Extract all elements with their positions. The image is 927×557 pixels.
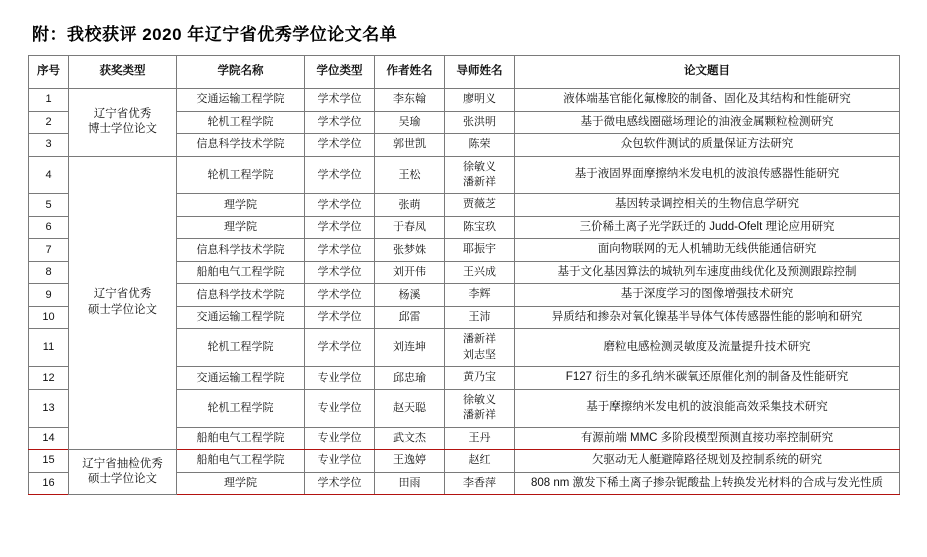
cell-degree-type: 学术学位	[305, 329, 375, 367]
cell-author: 于春凤	[375, 216, 445, 239]
cell-thesis-title: 基于文化基因算法的城轨列车速度曲线优化及预测跟踪控制	[515, 261, 900, 284]
cell-award-type: 辽宁省优秀 博士学位论文	[69, 89, 177, 157]
cell-author: 邱忠瑜	[375, 367, 445, 390]
advisor-name: 陈宝玖	[463, 220, 496, 233]
table-body	[29, 89, 900, 495]
cell-degree-type: 学术学位	[305, 306, 375, 329]
cell-author: 邱雷	[375, 306, 445, 329]
cell-college: 船舶电气工程学院	[177, 261, 305, 284]
advisor-name: 黄乃宝	[463, 371, 496, 384]
cell-thesis-title: 异质结和掺杂对氧化镍基半导体气体传感器性能的影响和研究	[515, 306, 900, 329]
advisor-name: 潘新祥	[463, 409, 496, 422]
advisor-name: 潘新祥	[463, 175, 496, 188]
cell-advisor	[445, 284, 515, 307]
cell-author: 张梦姝	[375, 239, 445, 262]
cell-advisor	[445, 216, 515, 239]
advisor-name: 刘志坚	[463, 348, 496, 361]
advisor-name: 陈荣	[468, 138, 491, 151]
cell-advisor	[445, 306, 515, 329]
cell-author: 王逸婷	[375, 450, 445, 473]
column-header-advisor: 导师姓名	[445, 56, 515, 89]
cell-advisor	[445, 472, 515, 495]
cell-author: 吴瑜	[375, 111, 445, 134]
column-header-thesis-title: 论文题目	[515, 56, 900, 89]
cell-author: 武文杰	[375, 427, 445, 450]
cell-advisor	[445, 427, 515, 450]
cell-college: 信息科学技术学院	[177, 134, 305, 157]
cell-degree-type: 学术学位	[305, 472, 375, 495]
cell-college: 信息科学技术学院	[177, 239, 305, 262]
table-row	[29, 89, 900, 112]
cell-seq: 8	[29, 261, 69, 284]
table-header-row	[29, 56, 900, 89]
cell-seq: 13	[29, 389, 69, 427]
cell-college: 轮机工程学院	[177, 156, 305, 194]
advisor-name: 廖明义	[463, 93, 496, 106]
cell-seq: 9	[29, 284, 69, 307]
cell-degree-type: 专业学位	[305, 450, 375, 473]
cell-degree-type: 专业学位	[305, 367, 375, 390]
cell-degree-type: 学术学位	[305, 111, 375, 134]
cell-thesis-title: 基于微电感线圈磁场理论的油液金属颗粒检测研究	[515, 111, 900, 134]
table-row	[29, 450, 900, 473]
cell-thesis-title: 有源前端 MMC 多阶段模型预测直接功率控制研究	[515, 427, 900, 450]
cell-college: 理学院	[177, 216, 305, 239]
cell-seq: 10	[29, 306, 69, 329]
cell-thesis-title: 众包软件测试的质量保证方法研究	[515, 134, 900, 157]
cell-degree-type: 学术学位	[305, 156, 375, 194]
cell-college: 轮机工程学院	[177, 389, 305, 427]
cell-thesis-title: 液体端基官能化氟橡胶的制备、固化及其结构和性能研究	[515, 89, 900, 112]
cell-degree-type: 学术学位	[305, 284, 375, 307]
cell-thesis-title: 欠驱动无人艇避障路径规划及控制系统的研究	[515, 450, 900, 473]
advisor-name: 徐敏义	[463, 160, 496, 173]
column-header-college: 学院名称	[177, 56, 305, 89]
cell-author: 李东翰	[375, 89, 445, 112]
cell-seq: 14	[29, 427, 69, 450]
cell-seq: 6	[29, 216, 69, 239]
cell-degree-type: 学术学位	[305, 239, 375, 262]
cell-advisor	[445, 134, 515, 157]
cell-college: 信息科学技术学院	[177, 284, 305, 307]
cell-college: 交通运输工程学院	[177, 306, 305, 329]
cell-author: 张萌	[375, 194, 445, 217]
cell-award-type: 辽宁省优秀 硕士学位论文	[69, 156, 177, 449]
cell-author: 王松	[375, 156, 445, 194]
cell-thesis-title: 基于深度学习的图像增强技术研究	[515, 284, 900, 307]
column-header-seq: 序号	[29, 56, 69, 89]
cell-college: 交通运输工程学院	[177, 89, 305, 112]
cell-seq: 5	[29, 194, 69, 217]
column-header-award-type: 获奖类型	[69, 56, 177, 89]
cell-degree-type: 学术学位	[305, 89, 375, 112]
advisor-name: 王丹	[468, 431, 491, 444]
cell-degree-type: 学术学位	[305, 134, 375, 157]
cell-author: 刘连坤	[375, 329, 445, 367]
cell-seq: 2	[29, 111, 69, 134]
cell-advisor	[445, 89, 515, 112]
cell-college: 理学院	[177, 194, 305, 217]
cell-college: 船舶电气工程学院	[177, 427, 305, 450]
cell-thesis-title: 三价稀土离子光学跃迁的 Judd-Ofelt 理论应用研究	[515, 216, 900, 239]
cell-college: 交通运输工程学院	[177, 367, 305, 390]
cell-award-type: 辽宁省抽检优秀 硕士学位论文	[69, 450, 177, 495]
cell-thesis-title: 基于摩擦纳米发电机的波浪能高效采集技术研究	[515, 389, 900, 427]
advisor-name: 王兴成	[463, 265, 496, 278]
advisor-name: 徐敏义	[463, 393, 496, 406]
cell-degree-type: 专业学位	[305, 427, 375, 450]
cell-degree-type: 学术学位	[305, 216, 375, 239]
cell-advisor	[445, 194, 515, 217]
cell-thesis-title: 基因转录调控相关的生物信息学研究	[515, 194, 900, 217]
advisor-name: 耶振宇	[463, 243, 496, 256]
cell-degree-type: 专业学位	[305, 389, 375, 427]
cell-seq: 15	[29, 450, 69, 473]
advisor-name: 张洪明	[463, 115, 496, 128]
advisor-name: 赵红	[468, 454, 491, 467]
cell-thesis-title: F127 衍生的多孔纳米碳氧还原催化剂的制备及性能研究	[515, 367, 900, 390]
cell-college: 船舶电气工程学院	[177, 450, 305, 473]
cell-degree-type: 学术学位	[305, 261, 375, 284]
cell-degree-type: 学术学位	[305, 194, 375, 217]
advisor-name: 李香萍	[463, 476, 496, 489]
cell-advisor	[445, 111, 515, 134]
cell-thesis-title: 808 nm 激发下稀土离子掺杂铌酸盐上转换发光材料的合成与发光性质	[515, 472, 900, 495]
cell-college: 轮机工程学院	[177, 111, 305, 134]
cell-author: 杨溪	[375, 284, 445, 307]
advisor-name: 贾薇芝	[463, 198, 496, 211]
cell-college: 理学院	[177, 472, 305, 495]
cell-college: 轮机工程学院	[177, 329, 305, 367]
award-list-table	[28, 55, 900, 495]
cell-advisor	[445, 156, 515, 194]
table-header	[29, 56, 900, 89]
advisor-name: 李辉	[468, 288, 491, 301]
column-header-author: 作者姓名	[375, 56, 445, 89]
cell-seq: 16	[29, 472, 69, 495]
cell-seq: 11	[29, 329, 69, 367]
cell-advisor	[445, 329, 515, 367]
cell-advisor	[445, 239, 515, 262]
column-header-degree-type: 学位类型	[305, 56, 375, 89]
cell-author: 田雨	[375, 472, 445, 495]
cell-thesis-title: 基于液固界面摩擦纳米发电机的波浪传感器性能研究	[515, 156, 900, 194]
cell-seq: 1	[29, 89, 69, 112]
cell-seq: 7	[29, 239, 69, 262]
table-row	[29, 156, 900, 194]
cell-author: 赵天聪	[375, 389, 445, 427]
cell-seq: 4	[29, 156, 69, 194]
cell-thesis-title: 面向物联网的无人机辅助无线供能通信研究	[515, 239, 900, 262]
cell-thesis-title: 磨粒电感检测灵敏度及流量提升技术研究	[515, 329, 900, 367]
cell-seq: 12	[29, 367, 69, 390]
cell-advisor	[445, 261, 515, 284]
cell-author: 郭世凯	[375, 134, 445, 157]
cell-advisor	[445, 389, 515, 427]
advisor-name: 王沛	[468, 310, 491, 323]
cell-author: 刘开伟	[375, 261, 445, 284]
cell-advisor	[445, 450, 515, 473]
cell-advisor	[445, 367, 515, 390]
page-title: 附：我校获评 2020 年辽宁省优秀学位论文名单	[32, 25, 398, 44]
advisor-name: 潘新祥	[463, 333, 496, 346]
cell-seq: 3	[29, 134, 69, 157]
